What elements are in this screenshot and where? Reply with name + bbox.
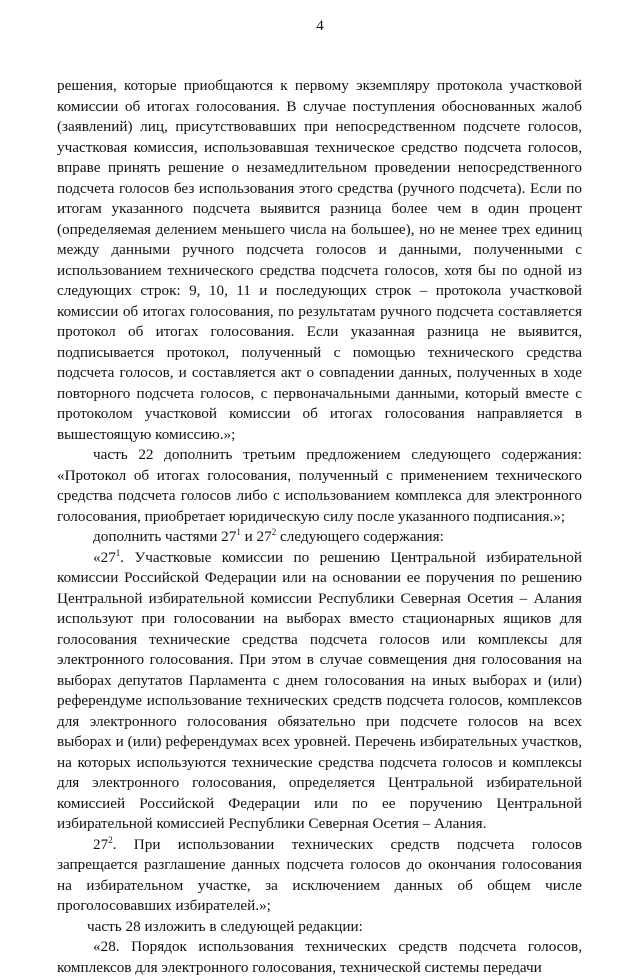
part-27-1-text: . Участковые комиссии по решению Центральной избирательной комиссии Российской Федерации или на основании ее поручения по решению Центральной избирательной комиссии Республики Северная Осетия – Алания используют при голосовании на выборах вместо стационарных ящиков для голосования технические средства подсчета голосов или комплексы для электронного голосования. При этом в случае совмещения дня голосования на выборах депутатов Парламента с днем голосования на иных выборах и (или) референдуме использование технических средств подсчета голосов, комплексов для электронного голосования обязательно при подсчете голосов на всех выборах и (или) референдумах всех уровней. Перечень избирательных участков, на которых используются технические средства подсчета голосов и комплексы для электронного голосования, определяется Центральной избирательной комиссией Российской Федерации или по ее поручению Центральной избирательной комиссией Республики Северная Осетия – Алания.	[57, 548, 582, 832]
add-parts-text-a: дополнить частями 27	[93, 528, 237, 545]
page-number: 4	[316, 18, 324, 34]
paragraph-part-28: «28. Порядок использования технических средств подсчета голосов, комплексов для электронного голосования, технической системы передачи	[57, 938, 582, 976]
paragraph-add-parts	[57, 527, 582, 548]
paragraph-part-27-1	[57, 548, 582, 835]
part-27-2-superscript: 2	[108, 834, 113, 845]
superscript-2: 2	[271, 526, 277, 537]
part-27-1-number: «27	[93, 548, 116, 566]
part-27-1-superscript: 1	[115, 547, 121, 558]
document-body	[57, 76, 582, 978]
part-27-2-number: 27	[93, 835, 109, 853]
paragraph-protocol-continuation: решения, которые приобщаются к первому экземпляру протокола участковой комиссии об итогах голосования. В случае поступления обоснованных жалоб (заявлений) лиц, присутствовавших при непосредственном подсчете голосов, участковая комиссия, использовавшая техническое средство подсчета голосов, вправе принять решение о незамедлительном проведении непосредственного подсчета голосов без использования этого средства (ручного подсчета). Если по итогам указанного подсчета выявится разница более чем в один процент (определяемая делением меньшего числа на большее), но не менее трех единиц между данными ручного подсчета голосов и данными, полученными с использованием технического средства подсчета голосов, хотя бы по одной из следующих строк: 9, 10, 11 и последующих строк – протокола участковой комиссии об итогах голосования, по результатам ручного подсчета составляется протокол об итогах голосования. Если указанная разница не выявится, подписывается протокол, полученный с помощью технического средства подсчета голосов, и составляется акт о совпадении данных, полученных в ходе повторного подсчета голосов, с первоначальными данными, который вместе с протоколом участковой комиссии об итогах голосования направляется в вышестоящую комиссию.»;	[57, 77, 582, 443]
add-parts-text-b: и 27	[240, 528, 272, 545]
paragraph-part-22: часть 22 дополнить третьим предложением следующего содержания: «Протокол об итогах голосования, полученный с применением технического средства подсчета голосов либо с использованием комплекса для электронного голосования, приобретает юридическую силу после указанного подписания.»;	[57, 446, 582, 525]
add-parts-text-c: следующего содержания:	[276, 528, 444, 545]
paragraph-part-28-intro: часть 28 изложить в следующей редакции:	[87, 917, 363, 935]
part-27-2-text: . При использовании технических средств подсчета голосов запрещается разглашение данных подсчета голосов до окончания голосования на избирательном участке, за исключением данных об общем числе проголосовавших избирателей.»;	[57, 835, 582, 914]
superscript-1: 1	[236, 526, 241, 537]
paragraph-part-27-2	[57, 835, 582, 917]
